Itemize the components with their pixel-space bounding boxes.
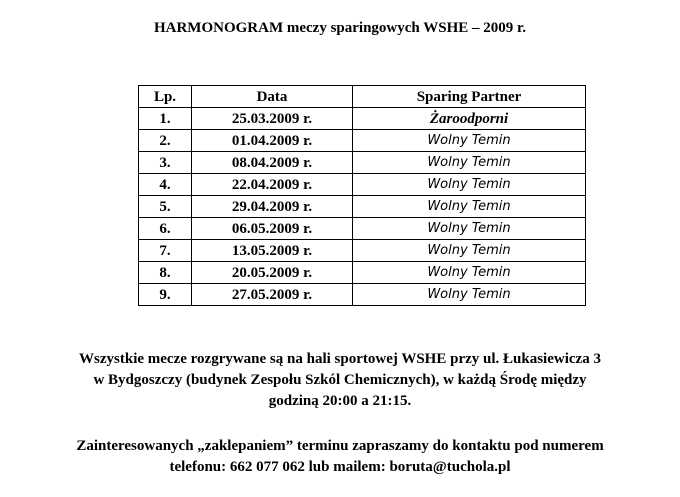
row-lp: 7.: [139, 240, 192, 262]
row-date: 08.04.2009 r.: [192, 152, 353, 174]
table-row: [139, 218, 586, 240]
venue-info-line: Wszystkie mecze rozgrywane są na hali sportowej WSHE przy ul. Łukasiewicza 3: [79, 351, 601, 367]
header-partner: Sparing Partner: [353, 86, 586, 108]
row-date: 01.04.2009 r.: [192, 130, 353, 152]
row-date: 13.05.2009 r.: [192, 240, 353, 262]
header-date: Data: [192, 86, 353, 108]
row-date: 20.05.2009 r.: [192, 262, 353, 284]
row-partner: Wolny Temin: [353, 218, 586, 240]
table-header-row: [139, 86, 586, 108]
row-partner: Wolny Temin: [353, 262, 586, 284]
venue-info-paragraph: [0, 349, 680, 412]
venue-info-line: w Bydgoszczy (budynek Zespołu Szkól Chemicznych), w każdą Środę między: [93, 372, 587, 388]
contact-info-line: telefonu: 662 077 062 lub mailem: boruta@tuchola.pl: [169, 459, 511, 475]
table-row: [139, 262, 586, 284]
row-date: 22.04.2009 r.: [192, 174, 353, 196]
row-date: 06.05.2009 r.: [192, 218, 353, 240]
row-lp: 1.: [139, 108, 192, 130]
row-partner: Wolny Temin: [353, 196, 586, 218]
row-date: 25.03.2009 r.: [192, 108, 353, 130]
row-lp: 6.: [139, 218, 192, 240]
row-date: 27.05.2009 r.: [192, 284, 353, 306]
table-row: [139, 130, 586, 152]
contact-info-paragraph: [0, 436, 680, 478]
schedule-table: [138, 85, 586, 306]
row-date: 29.04.2009 r.: [192, 196, 353, 218]
row-lp: 4.: [139, 174, 192, 196]
header-lp: Lp.: [139, 86, 192, 108]
row-lp: 3.: [139, 152, 192, 174]
table-row: [139, 196, 586, 218]
row-partner: Wolny Temin: [353, 130, 586, 152]
table-row: [139, 174, 586, 196]
contact-info-line: Zainteresowanych „zaklepaniem” terminu zapraszamy do kontaktu pod numerem: [76, 438, 604, 454]
row-partner: Wolny Temin: [353, 152, 586, 174]
row-partner: Wolny Temin: [353, 284, 586, 306]
table-row: [139, 240, 586, 262]
document-title: HARMONOGRAM meczy sparingowych WSHE – 2009 r.: [153, 20, 527, 36]
row-partner: Wolny Temin: [353, 174, 586, 196]
row-partner: Wolny Temin: [353, 240, 586, 262]
table-row: [139, 152, 586, 174]
table-row: [139, 108, 586, 130]
row-lp: 8.: [139, 262, 192, 284]
venue-info-line: godziną 20:00 a 21:15.: [268, 393, 412, 409]
row-lp: 5.: [139, 196, 192, 218]
row-lp: 2.: [139, 130, 192, 152]
row-partner: Żaroodporni: [353, 108, 586, 130]
table-row: [139, 284, 586, 306]
row-lp: 9.: [139, 284, 192, 306]
